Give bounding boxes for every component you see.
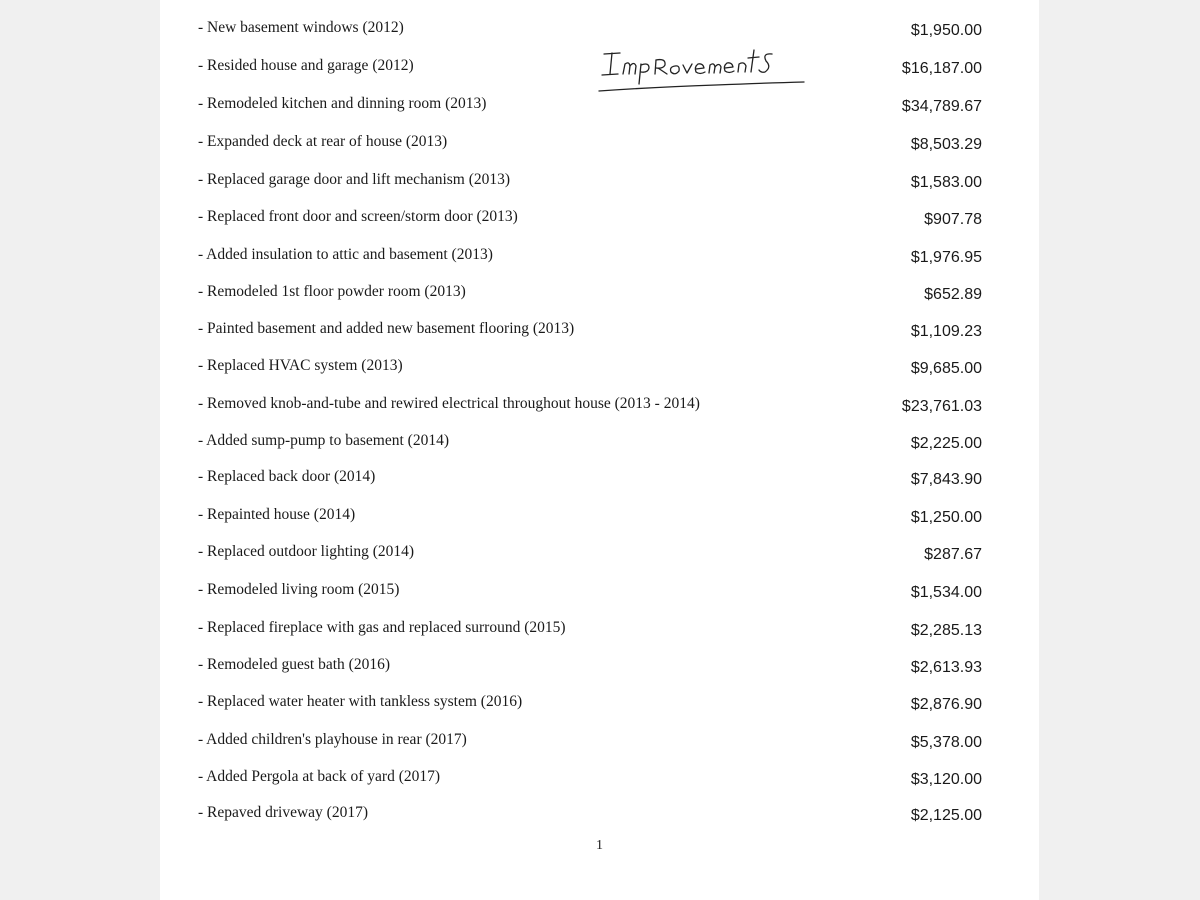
item-description: - Remodeled guest bath (2016) bbox=[198, 656, 390, 673]
list-item bbox=[160, 767, 1039, 797]
item-amount: $9,685.00 bbox=[910, 360, 982, 377]
item-description: - Expanded deck at rear of house (2013) bbox=[198, 133, 448, 150]
item-description: - Replaced front door and screen/storm door (2013) bbox=[198, 208, 518, 225]
list-item bbox=[160, 282, 1039, 312]
item-description: - Added Pergola at back of yard (2017) bbox=[198, 768, 441, 785]
item-description: - Added sump-pump to basement (2014) bbox=[198, 432, 449, 449]
item-amount: $1,250.00 bbox=[910, 509, 982, 526]
list-item bbox=[160, 618, 1039, 648]
item-description: - Replaced outdoor lighting (2014) bbox=[198, 543, 415, 560]
item-description: - Removed knob-and-tube and rewired electrical throughout house (2013 - 2014) bbox=[198, 395, 700, 412]
item-description: - Replaced HVAC system (2013) bbox=[198, 357, 403, 374]
item-description: - Replaced garage door and lift mechanism (2013) bbox=[198, 171, 511, 188]
item-description: - Replaced fireplace with gas and replaced surround (2015) bbox=[198, 619, 566, 636]
item-amount: $1,534.00 bbox=[910, 584, 982, 601]
list-item bbox=[160, 730, 1039, 760]
document-page bbox=[160, 0, 1039, 900]
item-description: - Remodeled kitchen and dinning room (2013) bbox=[198, 95, 487, 112]
item-amount: $5,378.00 bbox=[910, 734, 982, 751]
item-amount: $1,950.00 bbox=[910, 22, 982, 39]
list-item bbox=[160, 132, 1039, 162]
item-amount: $16,187.00 bbox=[901, 60, 982, 77]
list-item bbox=[160, 356, 1039, 386]
item-amount: $7,843.90 bbox=[910, 471, 982, 488]
handwritten-annotation bbox=[596, 38, 816, 98]
list-item bbox=[160, 803, 1039, 833]
handwritten-improvements-drawing bbox=[596, 38, 816, 98]
item-amount: $2,225.00 bbox=[910, 435, 982, 452]
list-item bbox=[160, 580, 1039, 610]
item-amount: $1,976.95 bbox=[910, 249, 982, 266]
item-amount: $34,789.67 bbox=[901, 98, 982, 115]
item-amount: $2,876.90 bbox=[910, 696, 982, 713]
list-item bbox=[160, 542, 1039, 572]
list-item bbox=[160, 170, 1039, 200]
item-amount: $8,503.29 bbox=[910, 136, 982, 153]
item-amount: $2,125.00 bbox=[910, 807, 982, 824]
list-item bbox=[160, 319, 1039, 349]
item-amount: $652.89 bbox=[924, 286, 982, 303]
item-description: - Remodeled living room (2015) bbox=[198, 581, 400, 598]
item-amount: $907.78 bbox=[924, 211, 982, 228]
page-number: 1 bbox=[596, 838, 603, 853]
item-amount: $23,761.03 bbox=[901, 398, 982, 415]
item-amount: $2,285.13 bbox=[910, 622, 982, 639]
item-description: - Added children's playhouse in rear (2017) bbox=[198, 731, 467, 748]
item-description: - Remodeled 1st floor powder room (2013) bbox=[198, 283, 466, 300]
list-item bbox=[160, 245, 1039, 275]
item-description: - Added insulation to attic and basement (2013) bbox=[198, 246, 493, 263]
item-amount: $1,583.00 bbox=[910, 174, 982, 191]
list-item bbox=[160, 505, 1039, 535]
item-description: - Painted basement and added new basement flooring (2013) bbox=[198, 320, 575, 337]
item-amount: $1,109.23 bbox=[910, 323, 982, 340]
list-item bbox=[160, 394, 1039, 424]
item-description: - Resided house and garage (2012) bbox=[198, 57, 414, 74]
list-item bbox=[160, 431, 1039, 461]
item-description: - Replaced water heater with tankless system (2016) bbox=[198, 693, 523, 710]
item-description: - Replaced back door (2014) bbox=[198, 468, 376, 485]
list-item bbox=[160, 467, 1039, 497]
item-amount: $2,613.93 bbox=[910, 659, 982, 676]
list-item bbox=[160, 207, 1039, 237]
list-item bbox=[160, 655, 1039, 685]
item-description: - Repainted house (2014) bbox=[198, 506, 356, 523]
list-item bbox=[160, 692, 1039, 722]
item-description: - New basement windows (2012) bbox=[198, 19, 404, 36]
list-item bbox=[160, 94, 1039, 124]
item-amount: $287.67 bbox=[924, 546, 982, 563]
item-amount: $3,120.00 bbox=[910, 771, 982, 788]
item-description: - Repaved driveway (2017) bbox=[198, 804, 369, 821]
